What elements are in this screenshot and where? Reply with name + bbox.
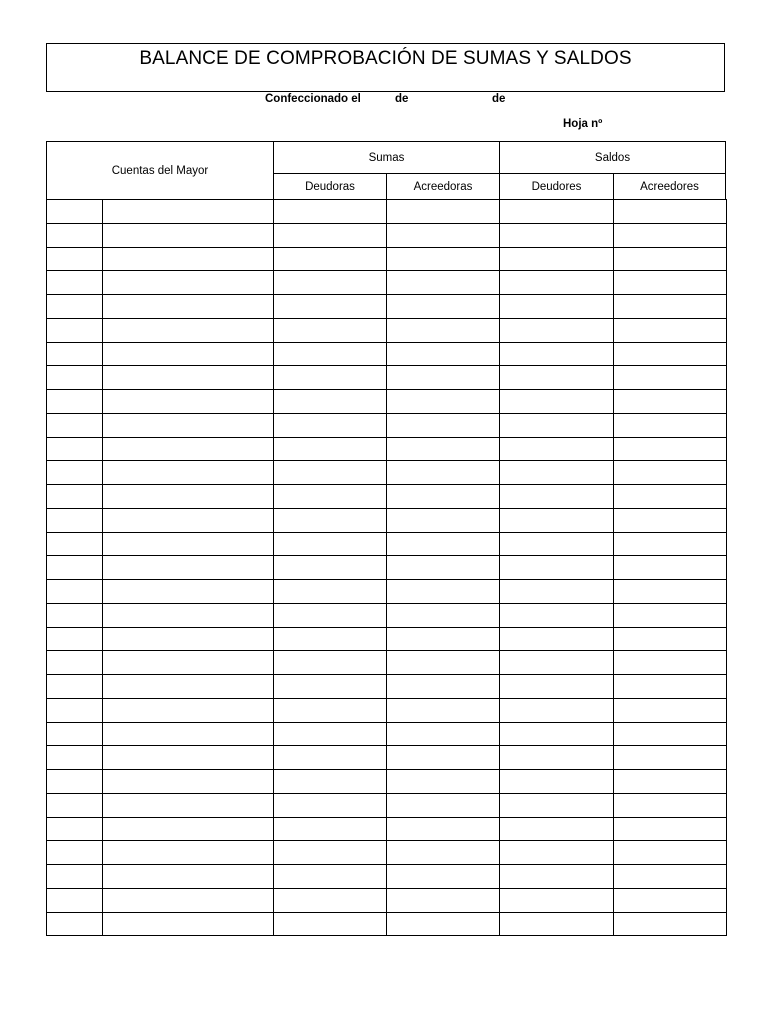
saldos-credit-cell[interactable]: [614, 295, 727, 319]
account-code-cell[interactable]: [47, 698, 103, 722]
account-code-cell[interactable]: [47, 200, 103, 224]
saldos-debit-cell[interactable]: [500, 532, 614, 556]
account-code-cell[interactable]: [47, 675, 103, 699]
account-name-cell[interactable]: [103, 318, 274, 342]
saldos-debit-cell[interactable]: [500, 508, 614, 532]
account-code-cell[interactable]: [47, 770, 103, 794]
ledger-row: [47, 580, 727, 604]
ledger-row: [47, 841, 727, 865]
sumas-debit-cell[interactable]: [274, 722, 387, 746]
account-code-cell[interactable]: [47, 413, 103, 437]
saldos-credit-cell[interactable]: [614, 413, 727, 437]
saldos-debit-cell[interactable]: [500, 841, 614, 865]
account-name-cell[interactable]: [103, 793, 274, 817]
saldos-debit-cell[interactable]: [500, 651, 614, 675]
saldos-debit-label: Deudores: [531, 180, 582, 193]
sumas-credit-cell[interactable]: [387, 841, 500, 865]
ledger-row: [47, 223, 727, 247]
sumas-debit-cell[interactable]: [274, 295, 387, 319]
ledger-row: [47, 556, 727, 580]
saldos-debit-cell[interactable]: [500, 603, 614, 627]
saldos-debit-cell[interactable]: [500, 247, 614, 271]
saldos-debit-cell[interactable]: [500, 698, 614, 722]
saldos-credit-cell[interactable]: [614, 912, 727, 936]
sumas-debit-cell[interactable]: [274, 532, 387, 556]
account-code-cell[interactable]: [47, 223, 103, 247]
ledger-row: [47, 366, 727, 390]
account-name-cell[interactable]: [103, 627, 274, 651]
account-code-cell[interactable]: [47, 556, 103, 580]
sumas-debit-cell[interactable]: [274, 817, 387, 841]
saldos-credit-cell[interactable]: [614, 770, 727, 794]
ledger-row: [47, 770, 727, 794]
account-name-cell[interactable]: [103, 390, 274, 414]
saldos-credit-cell[interactable]: [614, 271, 727, 295]
account-name-cell[interactable]: [103, 675, 274, 699]
sumas-debit-cell[interactable]: [274, 746, 387, 770]
sumas-credit-cell[interactable]: [387, 461, 500, 485]
account-code-cell[interactable]: [47, 651, 103, 675]
sumas-debit-cell[interactable]: [274, 342, 387, 366]
sumas-credit-cell[interactable]: [387, 698, 500, 722]
account-code-cell[interactable]: [47, 508, 103, 532]
accounts-header-label: Cuentas del Mayor: [111, 164, 209, 177]
sumas-credit-cell[interactable]: [387, 746, 500, 770]
saldos-debit-header: [499, 173, 614, 200]
saldos-credit-cell[interactable]: [614, 508, 727, 532]
sumas-credit-cell[interactable]: [387, 580, 500, 604]
saldos-debit-cell[interactable]: [500, 888, 614, 912]
sumas-debit-cell[interactable]: [274, 627, 387, 651]
sumas-debit-cell[interactable]: [274, 841, 387, 865]
sumas-credit-cell[interactable]: [387, 603, 500, 627]
account-code-cell[interactable]: [47, 532, 103, 556]
account-code-cell[interactable]: [47, 437, 103, 461]
saldos-credit-cell[interactable]: [614, 675, 727, 699]
ledger-row: [47, 627, 727, 651]
ledger-row: [47, 698, 727, 722]
sumas-credit-cell[interactable]: [387, 437, 500, 461]
sumas-credit-cell[interactable]: [387, 271, 500, 295]
sumas-debit-cell[interactable]: [274, 223, 387, 247]
de-label-1: de: [395, 93, 409, 105]
sumas-debit-cell[interactable]: [274, 888, 387, 912]
ledger-row: [47, 437, 727, 461]
account-name-cell[interactable]: [103, 508, 274, 532]
saldos-debit-cell[interactable]: [500, 461, 614, 485]
saldos-debit-cell[interactable]: [500, 437, 614, 461]
saldos-debit-cell[interactable]: [500, 722, 614, 746]
sumas-debit-cell[interactable]: [274, 390, 387, 414]
saldos-debit-cell[interactable]: [500, 318, 614, 342]
account-code-cell[interactable]: [47, 461, 103, 485]
sumas-debit-cell[interactable]: [274, 770, 387, 794]
account-name-cell[interactable]: [103, 603, 274, 627]
ledger-row: [47, 200, 727, 224]
title-box: [46, 43, 725, 92]
sumas-debit-cell[interactable]: [274, 603, 387, 627]
account-code-cell[interactable]: [47, 580, 103, 604]
saldos-debit-cell[interactable]: [500, 746, 614, 770]
account-code-cell[interactable]: [47, 817, 103, 841]
account-code-cell[interactable]: [47, 342, 103, 366]
sumas-credit-cell[interactable]: [387, 651, 500, 675]
account-code-cell[interactable]: [47, 603, 103, 627]
sumas-debit-label: Deudoras: [305, 180, 355, 193]
account-name-cell[interactable]: [103, 295, 274, 319]
account-code-cell[interactable]: [47, 746, 103, 770]
sumas-debit-cell[interactable]: [274, 271, 387, 295]
sumas-credit-cell[interactable]: [387, 508, 500, 532]
account-code-cell[interactable]: [47, 888, 103, 912]
saldos-credit-cell[interactable]: [614, 461, 727, 485]
sumas-debit-cell[interactable]: [274, 508, 387, 532]
account-name-cell[interactable]: [103, 461, 274, 485]
sumas-debit-cell[interactable]: [274, 865, 387, 889]
sumas-credit-cell[interactable]: [387, 200, 500, 224]
sumas-credit-cell[interactable]: [387, 793, 500, 817]
sumas-debit-cell[interactable]: [274, 675, 387, 699]
sumas-credit-label: Acreedoras: [413, 180, 473, 193]
saldos-credit-cell[interactable]: [614, 318, 727, 342]
saldos-credit-cell[interactable]: [614, 698, 727, 722]
saldos-credit-cell[interactable]: [614, 580, 727, 604]
account-name-cell[interactable]: [103, 746, 274, 770]
sumas-credit-cell[interactable]: [387, 817, 500, 841]
sumas-debit-cell[interactable]: [274, 318, 387, 342]
saldos-debit-cell[interactable]: [500, 271, 614, 295]
saldos-debit-cell[interactable]: [500, 342, 614, 366]
hoja-label: Hoja nº: [563, 118, 603, 130]
account-name-cell[interactable]: [103, 841, 274, 865]
sumas-credit-cell[interactable]: [387, 366, 500, 390]
sumas-debit-cell[interactable]: [274, 461, 387, 485]
sumas-debit-cell[interactable]: [274, 200, 387, 224]
account-code-cell[interactable]: [47, 485, 103, 509]
saldos-credit-cell[interactable]: [614, 437, 727, 461]
account-code-cell[interactable]: [47, 841, 103, 865]
ledger-table: [46, 199, 727, 936]
sumas-credit-cell[interactable]: [387, 675, 500, 699]
saldos-debit-cell[interactable]: [500, 793, 614, 817]
sumas-credit-cell[interactable]: [387, 627, 500, 651]
ledger-row: [47, 746, 727, 770]
saldos-debit-cell[interactable]: [500, 413, 614, 437]
account-name-cell[interactable]: [103, 342, 274, 366]
sumas-debit-cell[interactable]: [274, 366, 387, 390]
ledger-row: [47, 793, 727, 817]
ledger-row: [47, 912, 727, 936]
sumas-debit-cell[interactable]: [274, 413, 387, 437]
saldos-credit-cell[interactable]: [614, 817, 727, 841]
ledger-row: [47, 295, 727, 319]
saldos-credit-cell[interactable]: [614, 390, 727, 414]
account-code-cell[interactable]: [47, 295, 103, 319]
account-code-cell[interactable]: [47, 247, 103, 271]
account-name-cell[interactable]: [103, 437, 274, 461]
ledger-row: [47, 485, 727, 509]
account-code-cell[interactable]: [47, 318, 103, 342]
saldos-credit-cell[interactable]: [614, 342, 727, 366]
sumas-debit-cell[interactable]: [274, 556, 387, 580]
account-name-cell[interactable]: [103, 770, 274, 794]
ledger-row: [47, 532, 727, 556]
sumas-debit-cell[interactable]: [274, 793, 387, 817]
account-name-cell[interactable]: [103, 722, 274, 746]
account-name-cell[interactable]: [103, 912, 274, 936]
account-name-cell[interactable]: [103, 888, 274, 912]
saldos-credit-cell[interactable]: [614, 223, 727, 247]
confeccionado-label: Confeccionado el: [265, 93, 361, 105]
sumas-debit-cell[interactable]: [274, 912, 387, 936]
sumas-credit-cell[interactable]: [387, 888, 500, 912]
sumas-credit-cell[interactable]: [387, 247, 500, 271]
sumas-header-label: Sumas: [368, 151, 405, 164]
account-name-cell[interactable]: [103, 698, 274, 722]
saldos-credit-cell[interactable]: [614, 247, 727, 271]
saldos-debit-cell[interactable]: [500, 770, 614, 794]
ledger-row: [47, 342, 727, 366]
ledger-row: [47, 271, 727, 295]
sumas-credit-cell[interactable]: [387, 413, 500, 437]
account-code-cell[interactable]: [47, 722, 103, 746]
sumas-credit-cell[interactable]: [387, 318, 500, 342]
saldos-credit-cell[interactable]: [614, 841, 727, 865]
sumas-debit-cell[interactable]: [274, 580, 387, 604]
account-name-cell[interactable]: [103, 580, 274, 604]
saldos-credit-cell[interactable]: [614, 366, 727, 390]
sumas-credit-cell[interactable]: [387, 295, 500, 319]
ledger-row: [47, 247, 727, 271]
saldos-debit-cell[interactable]: [500, 485, 614, 509]
account-code-cell[interactable]: [47, 271, 103, 295]
sumas-credit-cell[interactable]: [387, 390, 500, 414]
ledger-row: [47, 651, 727, 675]
ledger-row: [47, 318, 727, 342]
sumas-credit-cell[interactable]: [387, 532, 500, 556]
account-code-cell[interactable]: [47, 627, 103, 651]
account-name-cell[interactable]: [103, 651, 274, 675]
ledger-row: [47, 508, 727, 532]
ledger-row: [47, 888, 727, 912]
saldos-credit-label: Acreedores: [640, 180, 699, 193]
sumas-credit-cell[interactable]: [387, 556, 500, 580]
saldos-debit-cell[interactable]: [500, 865, 614, 889]
account-name-cell[interactable]: [103, 271, 274, 295]
sumas-credit-cell[interactable]: [387, 722, 500, 746]
sumas-credit-cell[interactable]: [387, 223, 500, 247]
account-code-cell[interactable]: [47, 793, 103, 817]
saldos-credit-cell[interactable]: [614, 603, 727, 627]
saldos-credit-cell[interactable]: [614, 200, 727, 224]
saldos-credit-cell[interactable]: [614, 627, 727, 651]
saldos-header-label: Saldos: [594, 151, 631, 164]
saldos-credit-cell[interactable]: [614, 485, 727, 509]
account-name-cell[interactable]: [103, 413, 274, 437]
ledger-row: [47, 675, 727, 699]
saldos-debit-cell[interactable]: [500, 223, 614, 247]
saldos-debit-cell[interactable]: [500, 675, 614, 699]
sumas-credit-cell[interactable]: [387, 485, 500, 509]
saldos-credit-cell[interactable]: [614, 556, 727, 580]
ledger-row: [47, 461, 727, 485]
account-name-cell[interactable]: [103, 532, 274, 556]
account-name-cell[interactable]: [103, 247, 274, 271]
account-code-cell[interactable]: [47, 912, 103, 936]
saldos-credit-cell[interactable]: [614, 532, 727, 556]
sumas-credit-cell[interactable]: [387, 912, 500, 936]
saldos-debit-cell[interactable]: [500, 580, 614, 604]
saldos-debit-cell[interactable]: [500, 817, 614, 841]
ledger-row: [47, 390, 727, 414]
sumas-debit-cell[interactable]: [274, 485, 387, 509]
sumas-debit-cell[interactable]: [274, 651, 387, 675]
sumas-debit-cell[interactable]: [274, 698, 387, 722]
account-name-cell[interactable]: [103, 200, 274, 224]
saldos-debit-cell[interactable]: [500, 366, 614, 390]
account-name-cell[interactable]: [103, 485, 274, 509]
saldos-credit-cell[interactable]: [614, 746, 727, 770]
document-title: BALANCE DE COMPROBACIÓN DE SUMAS Y SALDOS: [139, 48, 632, 69]
saldos-credit-cell[interactable]: [614, 888, 727, 912]
sumas-header: [273, 141, 500, 174]
saldos-credit-cell[interactable]: [614, 865, 727, 889]
account-code-cell[interactable]: [47, 366, 103, 390]
account-name-cell[interactable]: [103, 865, 274, 889]
saldos-debit-cell[interactable]: [500, 912, 614, 936]
account-name-cell[interactable]: [103, 223, 274, 247]
sumas-credit-cell[interactable]: [387, 770, 500, 794]
saldos-debit-cell[interactable]: [500, 200, 614, 224]
saldos-credit-cell[interactable]: [614, 722, 727, 746]
ledger-row: [47, 865, 727, 889]
saldos-debit-cell[interactable]: [500, 627, 614, 651]
sumas-debit-header: [273, 173, 387, 200]
saldos-credit-header: [613, 173, 726, 200]
sumas-credit-cell[interactable]: [387, 342, 500, 366]
account-code-cell[interactable]: [47, 390, 103, 414]
account-name-cell[interactable]: [103, 366, 274, 390]
de-label-2: de: [492, 93, 506, 105]
ledger-row: [47, 722, 727, 746]
accounts-header: [46, 141, 274, 200]
ledger-row: [47, 603, 727, 627]
account-name-cell[interactable]: [103, 556, 274, 580]
ledger-row: [47, 817, 727, 841]
account-code-cell[interactable]: [47, 865, 103, 889]
ledger-row: [47, 413, 727, 437]
sumas-debit-cell[interactable]: [274, 437, 387, 461]
account-name-cell[interactable]: [103, 817, 274, 841]
sumas-debit-cell[interactable]: [274, 247, 387, 271]
sumas-credit-header: [386, 173, 500, 200]
saldos-header: [499, 141, 726, 174]
saldos-debit-cell[interactable]: [500, 556, 614, 580]
ledger-body: [47, 200, 727, 936]
saldos-credit-cell[interactable]: [614, 793, 727, 817]
saldos-debit-cell[interactable]: [500, 295, 614, 319]
saldos-credit-cell[interactable]: [614, 651, 727, 675]
sumas-credit-cell[interactable]: [387, 865, 500, 889]
saldos-debit-cell[interactable]: [500, 390, 614, 414]
